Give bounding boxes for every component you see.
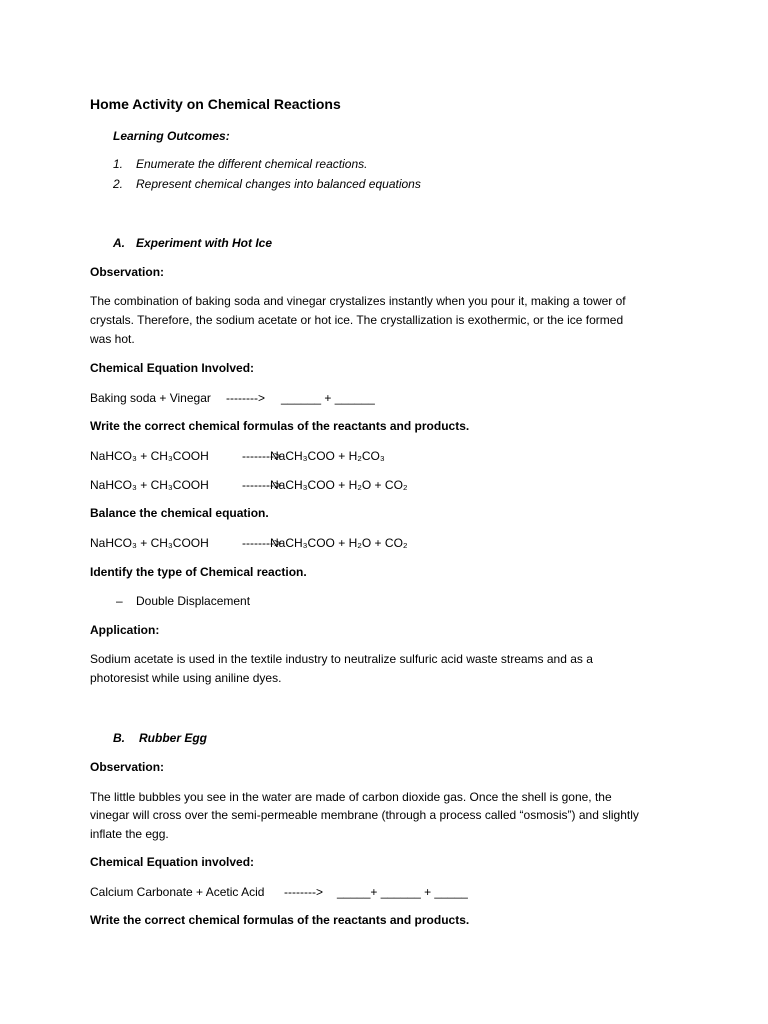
observation-label: Observation: (90, 265, 165, 279)
observation-line: inflate the egg. (90, 827, 169, 841)
formula-equation-reactants: NaHCO₃ + CH₃COOH (90, 478, 209, 492)
formula-equation-products: NaCH₃COO + H₂O + CO₂ (270, 478, 408, 492)
outcome-number: 2. (113, 177, 124, 191)
outcome-number: 1. (113, 157, 124, 171)
observation-label: Observation: (90, 760, 165, 774)
observation-line: The combination of baking soda and vinegar crystalizes instantly when you pour it, making a tower of (90, 294, 626, 308)
application-line: photoresist while using aniline dyes. (90, 671, 282, 685)
balanced-equation-reactants: NaHCO₃ + CH₃COOH (90, 536, 209, 550)
document-title: Home Activity on Chemical Reactions (90, 96, 341, 112)
equation-arrow: --------> (284, 885, 323, 899)
balance-label: Balance the chemical equation. (90, 506, 269, 520)
application-label: Application: (90, 623, 160, 637)
section-b-title: Rubber Egg (139, 731, 207, 745)
section-a-letter: A. (113, 236, 125, 250)
equation-arrow: --------> (242, 536, 281, 550)
observation-line: crystals. Therefore, the sodium acetate or hot ice. The crystallization is exothermic, or the ice formed (90, 313, 624, 327)
formula-equation-reactants: NaHCO₃ + CH₃COOH (90, 449, 209, 463)
outcome-text: Enumerate the different chemical reactions. (136, 157, 368, 171)
word-equation-reactants: Calcium Carbonate + Acetic Acid (90, 885, 265, 899)
application-line: Sodium acetate is used in the textile industry to neutralize sulfuric acid waste streams and as a (90, 652, 593, 666)
equation-label: Chemical Equation Involved: (90, 361, 255, 375)
dash-bullet: – (116, 594, 123, 608)
equation-arrow: --------> (242, 449, 281, 463)
word-equation-blanks: _____+ ______ + _____ (337, 885, 468, 899)
reaction-type-answer: Double Displacement (136, 594, 251, 608)
observation-line: was hot. (90, 332, 135, 346)
word-equation-blanks: ______ + ______ (281, 391, 375, 405)
balanced-equation-products: NaCH₃COO + H₂O + CO₂ (270, 536, 408, 550)
observation-line: The little bubbles you see in the water are made of carbon dioxide gas. Once the shell is gone, the (90, 790, 612, 804)
section-b-letter: B. (113, 731, 125, 745)
formula-equation-products: NaCH₃COO + H₂CO₃ (270, 449, 385, 463)
formulas-label: Write the correct chemical formulas of the reactants and products. (90, 419, 470, 433)
formulas-label: Write the correct chemical formulas of the reactants and products. (90, 913, 470, 927)
word-equation-reactants: Baking soda + Vinegar (90, 391, 211, 405)
reaction-type-label: Identify the type of Chemical reaction. (90, 565, 307, 579)
learning-outcomes-heading: Learning Outcomes: (113, 129, 230, 143)
equation-arrow: --------> (226, 391, 265, 405)
section-a-title: Experiment with Hot Ice (136, 236, 273, 250)
outcome-text: Represent chemical changes into balanced equations (136, 177, 421, 191)
equation-label: Chemical Equation involved: (90, 855, 255, 869)
observation-line: vinegar will cross over the semi-permeable membrane (through a process called “osmosis”) and slightly (90, 808, 639, 822)
equation-arrow: --------> (242, 478, 281, 492)
